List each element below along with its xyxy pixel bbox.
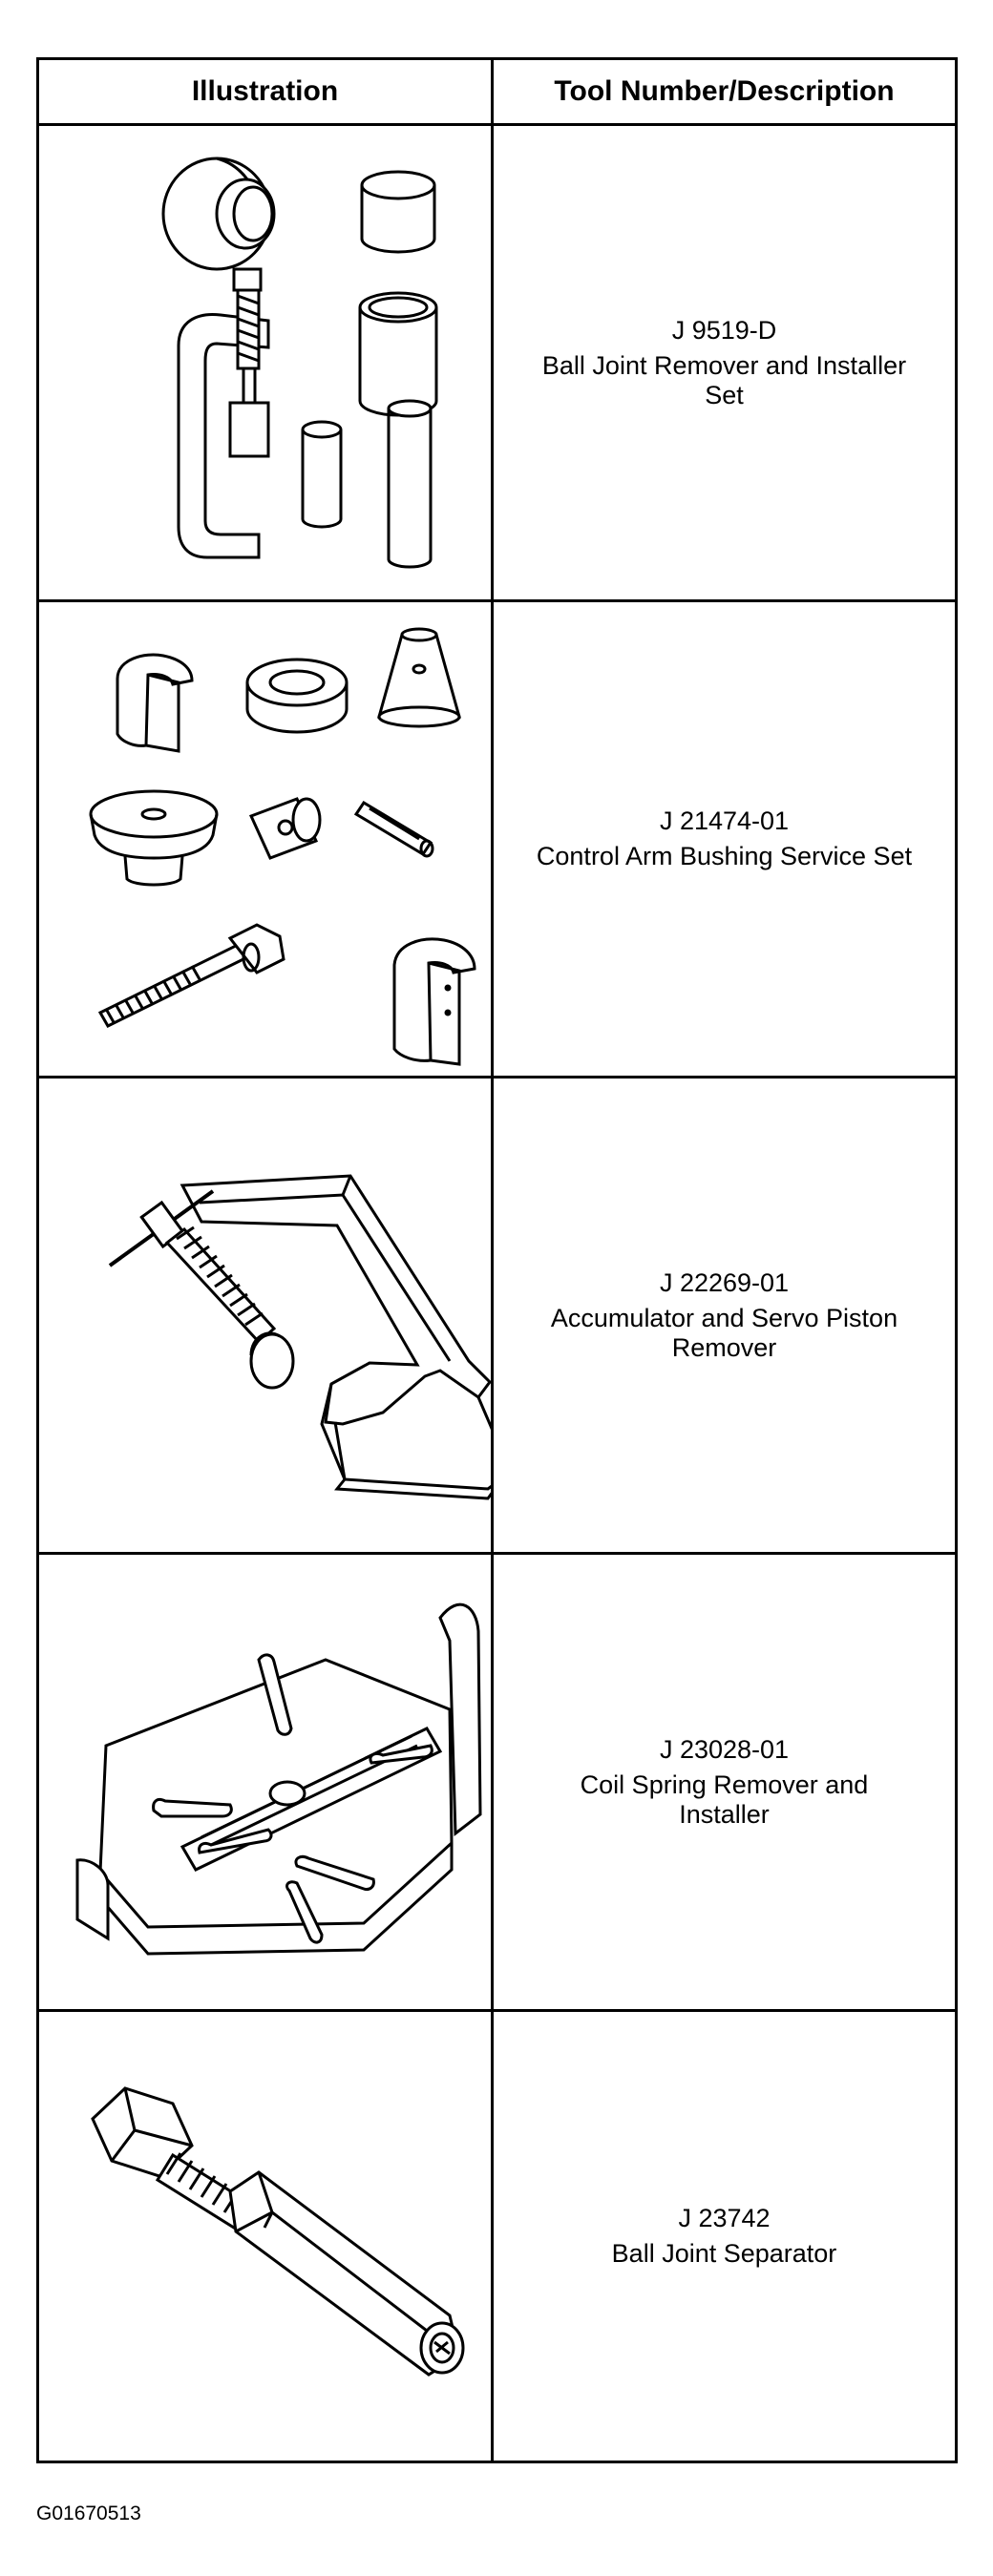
table-row — [38, 125, 957, 601]
illustration-cell — [38, 601, 493, 1078]
tool-number: J 22269-01 — [659, 1267, 790, 1297]
table-row — [38, 601, 957, 1078]
illustration-cell — [38, 2011, 493, 2462]
description-column-header: Tool Number/Description — [493, 59, 957, 125]
special-tools-table — [36, 57, 958, 2463]
tool-description: Ball Joint Remover and Installer Set — [541, 350, 907, 409]
description-cell — [493, 1554, 957, 2011]
tool-number: J 23028-01 — [659, 1734, 790, 1764]
tool-number: J 21474-01 — [659, 806, 790, 835]
accumulator-servo-piston-remover-icon — [39, 1079, 494, 1552]
description-cell — [493, 2011, 957, 2462]
illustration-cell — [38, 1078, 493, 1554]
table-row — [38, 1554, 957, 2011]
tool-number: J 23742 — [678, 2204, 771, 2232]
description-cell — [493, 125, 957, 601]
table-row — [38, 1078, 957, 1554]
tool-description: Control Arm Bushing Service Set — [536, 842, 913, 870]
ball-joint-separator-icon — [39, 2012, 494, 2461]
control-arm-bushing-service-set-icon — [39, 602, 494, 1076]
tool-description: Accumulator and Servo Piston Remover — [550, 1303, 898, 1362]
illustration-column-header: Illustration — [38, 59, 493, 125]
figure-id: G01670513 — [36, 2503, 141, 2524]
table-row — [38, 2011, 957, 2462]
tool-description: Coil Spring Remover and Installer — [580, 1770, 869, 1829]
description-cell — [493, 601, 957, 1078]
ball-joint-remover-installer-set-icon — [39, 126, 494, 599]
tool-number: J 9519-D — [671, 315, 777, 345]
tool-description: Ball Joint Separator — [611, 2239, 837, 2268]
illustration-cell — [38, 125, 493, 601]
coil-spring-remover-installer-icon — [39, 1555, 494, 2009]
description-cell — [493, 1078, 957, 1554]
illustration-cell — [38, 1554, 493, 2011]
table-header-row — [38, 59, 957, 125]
